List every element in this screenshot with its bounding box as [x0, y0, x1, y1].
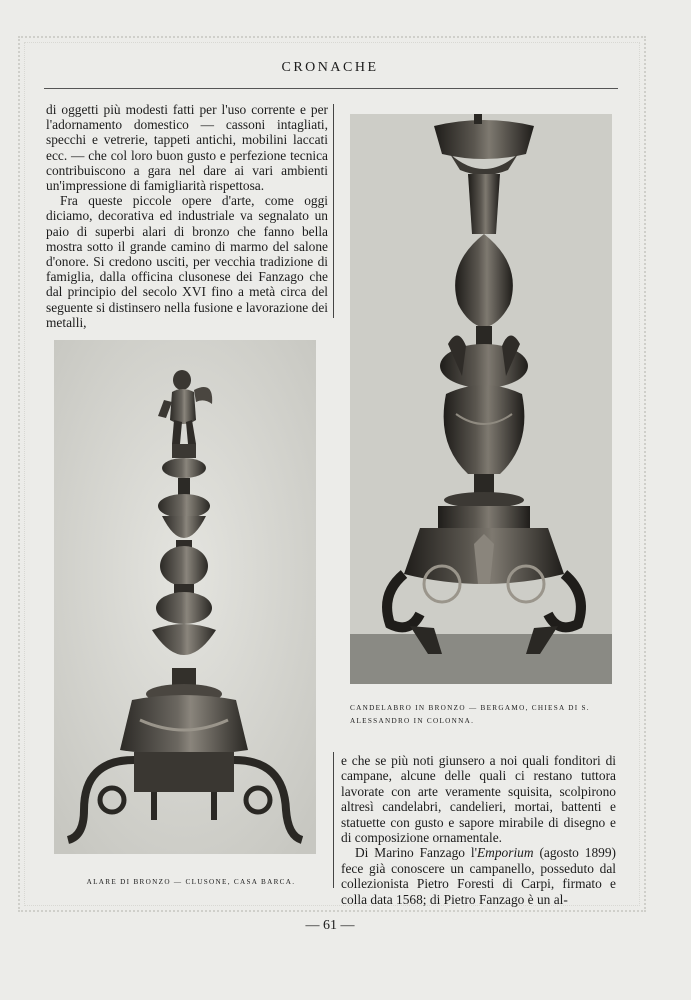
paragraph-text: (agosto 1899) fece già conoscere un campanello, posseduto dal collezionista Pietro Foresti di Carpi, firmato e colla data 1568; di Pietro Fanzago è un al- — [341, 845, 616, 907]
paragraph: e che se più noti giunsero a noi quali fonditori di campane, alcune delle quali ci restano tuttora lavorate con arte veramente squisita, scolpirono altresì candelabri, candelieri, mortai, battenti e statuette con gusto e sapore mirabile di disegno e di composizione ornamentale. — [341, 753, 616, 846]
andiron-photo — [54, 340, 316, 854]
journal-title: Emporium — [477, 845, 534, 861]
running-head: CRONACHE — [281, 60, 379, 75]
right-text-column — [341, 753, 616, 907]
column-rule — [333, 752, 334, 888]
left-text-column — [46, 102, 328, 330]
figure-caption-left: ALARE DI BRONZO — CLUSONE, CASA BARCA. — [86, 878, 296, 886]
paragraph — [341, 845, 616, 907]
page-number: — 61 — — [305, 918, 355, 933]
header-rule — [44, 88, 618, 89]
column-rule — [333, 104, 334, 318]
paragraph-text: Di Marino Fanzago l' — [355, 845, 477, 861]
paragraph: di oggetti più modesti fatti per l'uso corrente e per l'adornamento domestico — cassoni intagliati, specchi e vetrerie, tappeti antichi, mobilini laccati ecc. — che col loro buon gusto e perfezione tecnica contribuiscono a gara nel dare ai vari ambienti un'impressione di famigliarità rispettosa. — [46, 102, 328, 194]
paragraph: Fra queste piccole opere d'arte, come oggi diciamo, decorativa ed industriale va segnalato un paio di superbi alari di bronzo che fanno bella mostra sotto il grande camino di marmo del salone d'onore. Si credono usciti, per vecchia tradizione di famiglia, dalla officina clusonese dei Fanzago che dal principio del secolo XVI fino a metà circa del seguente si distinsero nella fusione e lavorazione dei metalli, — [46, 193, 328, 330]
candelabrum-photo — [350, 114, 612, 684]
figure-caption-right: CANDELABRO IN BRONZO — BERGAMO, CHIESA DI S. ALESSANDRO IN COLONNA. — [350, 704, 590, 725]
